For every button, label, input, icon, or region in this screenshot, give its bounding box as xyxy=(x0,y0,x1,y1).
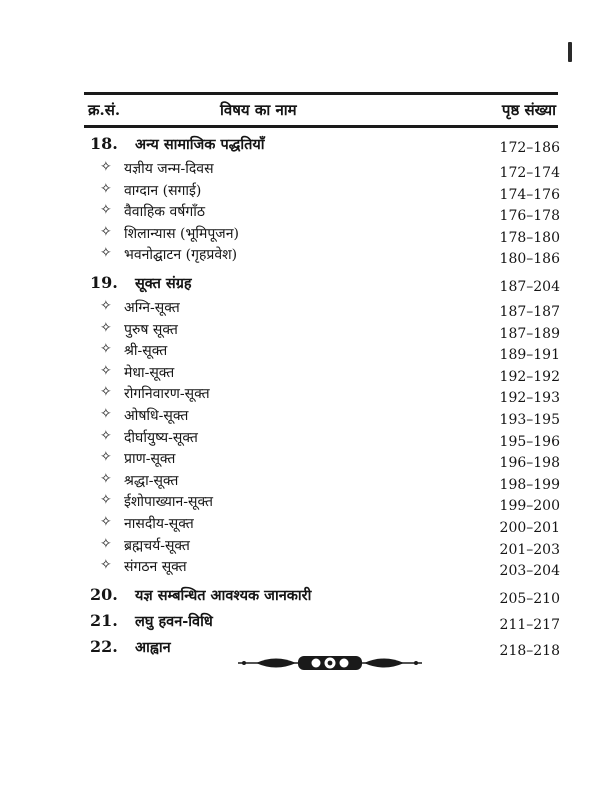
table-header xyxy=(84,92,558,128)
diamond-bullet-icon: ✧ xyxy=(100,319,112,336)
subitem-title: पुरुष सूक्त xyxy=(124,321,178,338)
subitem-page-range: 203–204 xyxy=(499,563,560,580)
diamond-bullet-icon: ✧ xyxy=(100,557,112,574)
toc-subitem-row xyxy=(0,406,600,428)
toc-subitem-row xyxy=(0,298,600,320)
subitem-page-range: 172–174 xyxy=(499,165,560,181)
toc-subitem-row xyxy=(0,428,600,450)
section-number: 18. xyxy=(90,134,118,153)
subitem-page-range: 189–191 xyxy=(499,347,560,364)
section-page-range: 211–217 xyxy=(499,616,560,633)
subitem-title: दीर्घायुष्य-सूक्त xyxy=(124,429,198,446)
diamond-bullet-icon: ✧ xyxy=(100,159,112,175)
subitem-page-range: 176–178 xyxy=(499,208,560,225)
diamond-bullet-icon: ✧ xyxy=(100,514,112,530)
section-page-range: 172–186 xyxy=(499,140,560,156)
subitem-title: भवनोद्घाटन (गृहप्रवेश) xyxy=(124,247,238,264)
toc-subitem-row xyxy=(0,181,600,203)
subitem-page-range: 178–180 xyxy=(499,229,560,246)
page-edge-mark xyxy=(568,42,572,62)
subitem-title: वैवाहिक वर्षगाँठ xyxy=(124,204,205,221)
subitem-title: रोगनिवारण-सूक्त xyxy=(124,386,210,403)
subitem-title: अग्नि-सूक्त xyxy=(124,300,180,316)
subitem-page-range: 187–187 xyxy=(499,304,560,320)
subitem-title: प्राण-सूक्त xyxy=(124,451,176,468)
toc-section-row xyxy=(0,273,600,295)
section-title: आह्वान xyxy=(135,638,171,656)
subitem-title: श्रद्धा-सूक्त xyxy=(124,472,179,489)
section-number: 20. xyxy=(90,584,118,604)
section-number: 19. xyxy=(90,273,118,292)
subitem-page-range: 193–195 xyxy=(499,412,560,428)
subitem-page-range: 195–196 xyxy=(499,433,560,450)
toc-subitem-row xyxy=(0,449,600,471)
subitem-page-range: 199–200 xyxy=(499,498,560,515)
subitem-title: ब्रह्मचर्य-सूक्त xyxy=(124,537,190,554)
subitem-page-range: 192–193 xyxy=(499,390,560,407)
toc-section-row xyxy=(0,134,600,156)
subitem-title: यज्ञीय जन्म-दिवस xyxy=(124,161,214,177)
subitem-title: ईशोपाख्यान-सूक्त xyxy=(124,494,213,511)
section-title: यज्ञ सम्बन्धित आवश्यक जानकारी xyxy=(135,586,312,604)
toc-section-row xyxy=(0,585,600,607)
section-page-range: 187–204 xyxy=(499,279,560,295)
diamond-bullet-icon: ✧ xyxy=(100,470,112,487)
decorative-divider xyxy=(236,650,424,676)
section-page-range: 205–210 xyxy=(499,590,560,607)
toc-subitem-row xyxy=(0,245,600,267)
subitem-title: नासदीय-सूक्त xyxy=(124,516,194,532)
diamond-bullet-icon: ✧ xyxy=(100,180,112,197)
diamond-bullet-icon: ✧ xyxy=(100,362,112,379)
section-number: 22. xyxy=(90,636,118,656)
subitem-title: श्री-सूक्त xyxy=(124,343,168,360)
diamond-bullet-icon: ✧ xyxy=(100,202,112,219)
diamond-bullet-icon: ✧ xyxy=(100,245,112,262)
diamond-bullet-icon: ✧ xyxy=(100,406,112,422)
diamond-bullet-icon: ✧ xyxy=(100,535,112,552)
section-title: अन्य सामाजिक पद्धतियाँ xyxy=(135,136,265,153)
toc-subitem-row xyxy=(0,159,600,181)
toc-subitem-row xyxy=(0,320,600,342)
toc-subitem-row xyxy=(0,536,600,558)
subitem-page-range: 198–199 xyxy=(499,476,560,493)
section-title: सूक्त संग्रह xyxy=(135,275,192,292)
subitem-page-range: 196–198 xyxy=(499,455,560,472)
toc-subitem-row xyxy=(0,363,600,385)
diamond-bullet-icon: ✧ xyxy=(100,298,112,314)
diamond-bullet-icon: ✧ xyxy=(100,341,112,358)
section-page-range: 218–218 xyxy=(499,642,560,659)
diamond-bullet-icon: ✧ xyxy=(100,427,112,444)
toc-subitem-row xyxy=(0,471,600,493)
subitem-page-range: 200–201 xyxy=(499,520,560,536)
section-number: 21. xyxy=(90,610,118,630)
toc-subitem-row xyxy=(0,224,600,246)
header-serial-number: क्र.सं. xyxy=(88,101,121,119)
header-page-number: पृष्ठ संख्या xyxy=(501,101,556,119)
subitem-title: वाग्दान (सगाई) xyxy=(124,182,202,199)
subitem-page-range: 174–176 xyxy=(499,186,560,203)
subitem-page-range: 187–189 xyxy=(499,325,560,342)
subitem-page-range: 180–186 xyxy=(499,251,560,268)
toc-subitem-row xyxy=(0,341,600,363)
section-title: लघु हवन-विधि xyxy=(135,612,213,630)
header-subject-name: विषय का नाम xyxy=(220,101,297,119)
toc-subitem-row xyxy=(0,514,600,536)
subitem-page-range: 192–192 xyxy=(499,368,560,385)
toc-subitem-row xyxy=(0,384,600,406)
subitem-title: ओषधि-सूक्त xyxy=(124,408,189,424)
toc-subitem-row xyxy=(0,492,600,514)
subitem-title: संगठन सूक्त xyxy=(124,559,187,576)
diamond-bullet-icon: ✧ xyxy=(100,223,112,240)
toc-subitem-row xyxy=(0,202,600,224)
subitem-title: शिलान्यास (भूमिपूजन) xyxy=(124,225,239,242)
toc-subitem-row xyxy=(0,557,600,579)
diamond-bullet-icon: ✧ xyxy=(100,384,112,401)
diamond-bullet-icon: ✧ xyxy=(100,449,112,466)
subitem-page-range: 201–203 xyxy=(499,541,560,558)
diamond-bullet-icon: ✧ xyxy=(100,492,112,509)
toc-section-row xyxy=(0,611,600,633)
subitem-title: मेधा-सूक्त xyxy=(124,364,175,381)
